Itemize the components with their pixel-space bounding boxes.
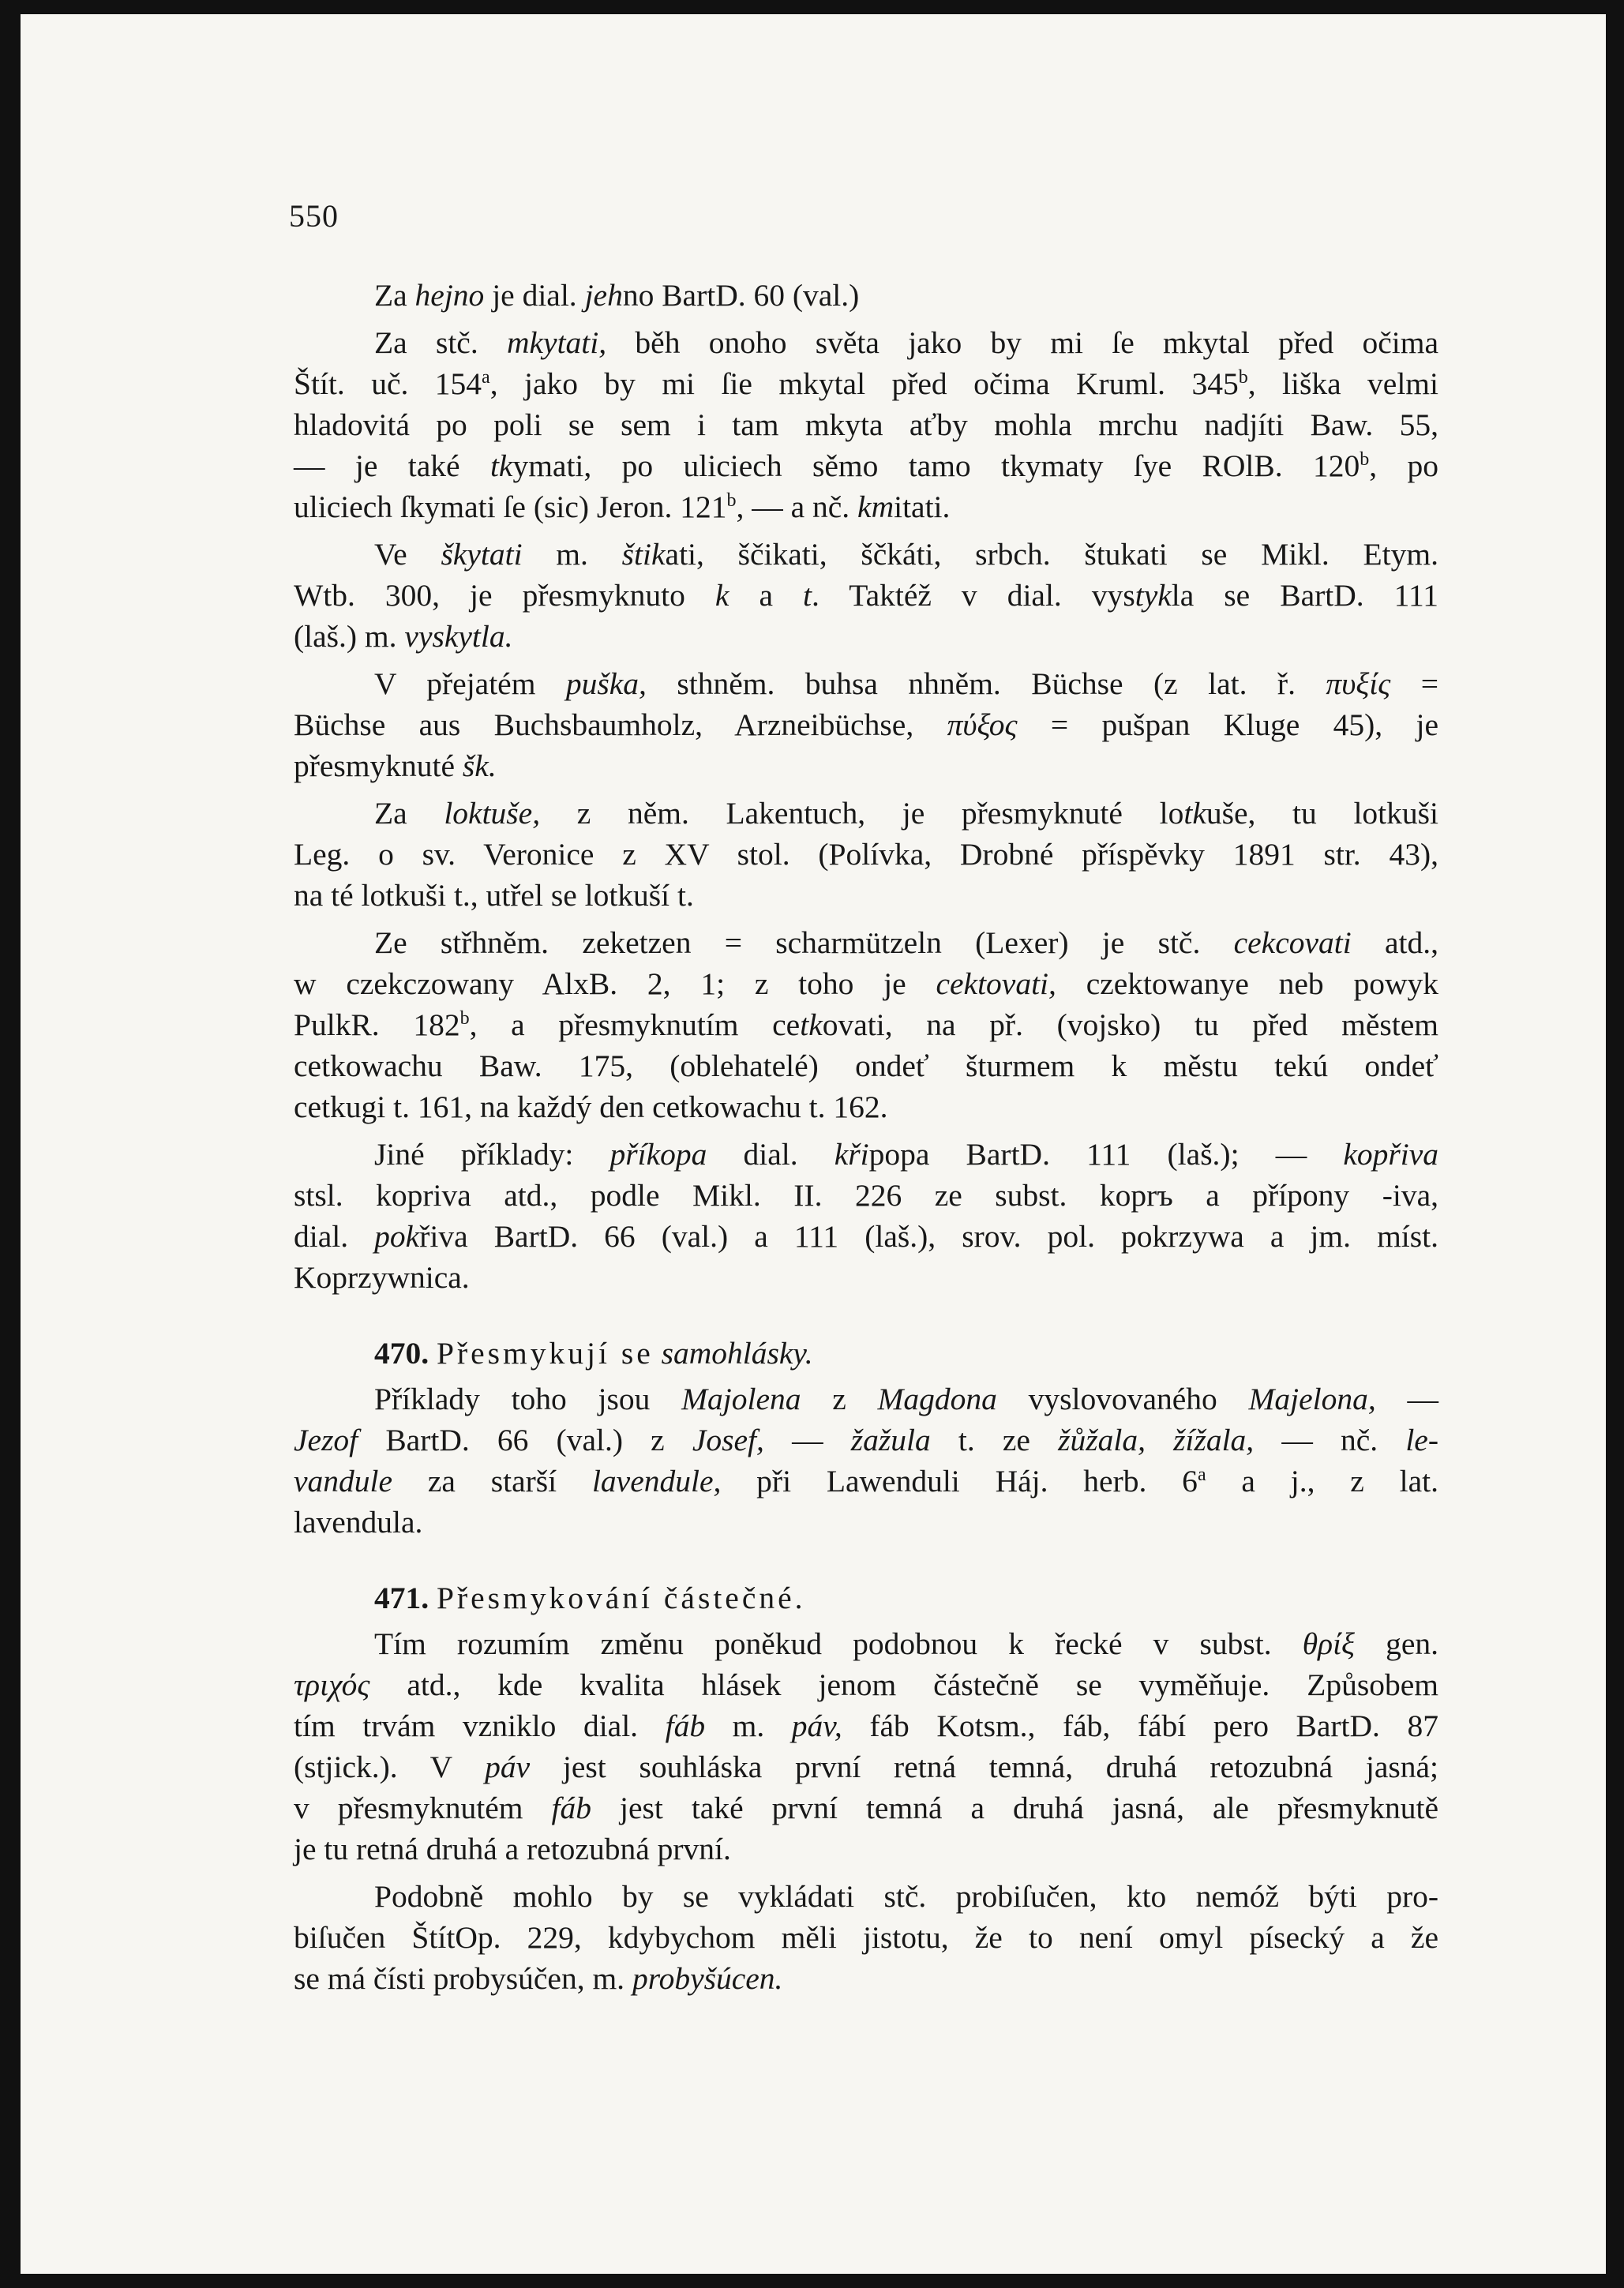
section-number: 471.: [374, 1581, 437, 1615]
text-line: Büchse aus Buchsbaumholz, Arzneibüchse, πύξος = pušpan Kluge 45), je: [294, 707, 1438, 742]
paragraph: [294, 1378, 1438, 1543]
text-line: lavendula.: [294, 1505, 423, 1540]
text-line: je tu retná druhá a retozubná první.: [294, 1832, 731, 1866]
body-text: [294, 275, 1438, 2005]
section-number: 470.: [374, 1336, 437, 1371]
text-line: cetkugi t. 161, na každý den cetkowachu t. 162.: [294, 1090, 888, 1124]
section-title-italic: samohlásky.: [661, 1336, 813, 1371]
section-title: Přesmykují se: [437, 1336, 654, 1371]
text-line: uliciech ſkymati ſe (sic) Jeron. 121$^b$, — a nč. kmitati.: [294, 489, 951, 524]
text-line: Ze střhněm. zeketzen = scharmützeln (Lexer) je stč. cekcovati atd.,: [374, 925, 1438, 960]
section-heading: [294, 1577, 1438, 1618]
text-line: Za loktuše, z něm. Lakentuch, je přesmyknuté lotkuše, tu lotkuši: [374, 796, 1438, 831]
text-line: Podobně mohlo by se vykládati stč. probiſučen, kto nemóž býti pro-: [374, 1879, 1438, 1914]
paragraph: [294, 1623, 1438, 1870]
text-line: Wtb. 300, je přesmyknuto k a t. Taktéž v dial. vystykla se BartD. 111: [294, 578, 1438, 613]
text-line: vandule za starší lavendule, při Lawenduli Háj. herb. 6$^a$ a j., z lat.: [294, 1464, 1438, 1498]
text-line: (laš.) m. vyskytla.: [294, 619, 513, 654]
text-line: Za stč. mkytati, běh onoho světa jako by mi ſe mkytal před očima: [374, 325, 1438, 360]
text-line: PulkR. 182$^b$, a přesmyknutím cetkovati, na př. (vojsko) tu před městem: [294, 1007, 1438, 1042]
paragraph: [294, 1876, 1438, 1999]
text-line: Koprzywnica.: [294, 1260, 470, 1295]
text-line: hladovitá po poli se sem i tam mkyta aťby mohla mrchu nadjíti Baw. 55,: [294, 407, 1438, 442]
text-line: Jiné příklady: příkopa dial. křipopa BartD. 111 (laš.); — kopřiva: [374, 1137, 1438, 1172]
section-heading: [294, 1333, 1438, 1374]
text-line: — je také tkymati, po uliciech sěmo tamo tkymaty ſye ROlB. 120$^b$, po: [294, 448, 1438, 483]
text-line: Jezof BartD. 66 (val.) z Josef, — žažula t. ze žůžala, žížala, — nč. le-: [294, 1423, 1438, 1457]
paragraph: [294, 322, 1438, 527]
text-line: Ve škytati m. štikati, ščikati, ščkáti, srbch. štukati se Mikl. Etym.: [374, 537, 1438, 572]
text-line: přesmyknuté šk.: [294, 748, 497, 783]
paragraph: [294, 1134, 1438, 1298]
section-title: Přesmykování částečné.: [437, 1581, 806, 1615]
text-line: biſučen ŠtítOp. 229, kdybychom měli jistotu, že to není omyl písecký a že: [294, 1920, 1438, 1955]
text-line: Štít. uč. 154$^a$, jako by mi ſie mkytal před očima Kruml. 345$^b$, liška velmi: [294, 366, 1438, 401]
text-line: Tím rozumím změnu poněkud podobnou k řecké v subst. θρίξ gen.: [374, 1626, 1438, 1661]
text-line: Příklady toho jsou Majolena z Magdona vyslovovaného Majelona, —: [374, 1382, 1438, 1416]
text-line: dial. pokřiva BartD. 66 (val.) a 111 (laš.), srov. pol. pokrzywa a jm. míst.: [294, 1219, 1438, 1254]
text-line: Leg. o sv. Veronice z XV stol. (Polívka, Drobné příspěvky 1891 str. 43),: [294, 837, 1438, 872]
paragraph: [294, 922, 1438, 1127]
text-line: (stjick.). V páv jest souhláska první retná temná, druhá retozubná jasná;: [294, 1750, 1439, 1784]
text-line: Za hejno je dial. jehno BartD. 60 (val.): [374, 278, 860, 313]
paragraph: [294, 663, 1438, 786]
paragraph: [294, 534, 1438, 657]
book-page: [21, 14, 1606, 2274]
text-line: w czekczowany AlxB. 2, 1; z toho je cektovati, czektowanye neb powyk: [294, 966, 1438, 1001]
text-line: tím trvám vzniklo dial. fáb m. páv, fáb Kotsm., fáb, fábí pero BartD. 87: [294, 1708, 1438, 1743]
text-line: na té lotkuši t., utřel se lotkuší t.: [294, 878, 694, 913]
paragraph: [294, 275, 1438, 316]
page-number: 550: [289, 198, 339, 234]
text-line: stsl. kopriva atd., podle Mikl. II. 226 ze subst. koprъ a přípony -iva,: [294, 1178, 1438, 1213]
text-line: cetkowachu Baw. 175, (oblehatelé) ondeť šturmem k městu tekú ondeť: [294, 1048, 1438, 1083]
paragraph: [294, 793, 1438, 916]
text-line: V přejatém puška, sthněm. buhsa nhněm. Büchse (z lat. ř. πυξίς =: [374, 666, 1438, 701]
text-line: se má čísti probysúčen, m. probyšúcen.: [294, 1961, 783, 1996]
text-line: τριχός atd., kde kvalita hlásek jenom částečně se vyměňuje. Způsobem: [294, 1667, 1438, 1702]
text-line: v přesmyknutém fáb jest také první temná a druhá jasná, ale přesmyknutě: [294, 1791, 1438, 1825]
